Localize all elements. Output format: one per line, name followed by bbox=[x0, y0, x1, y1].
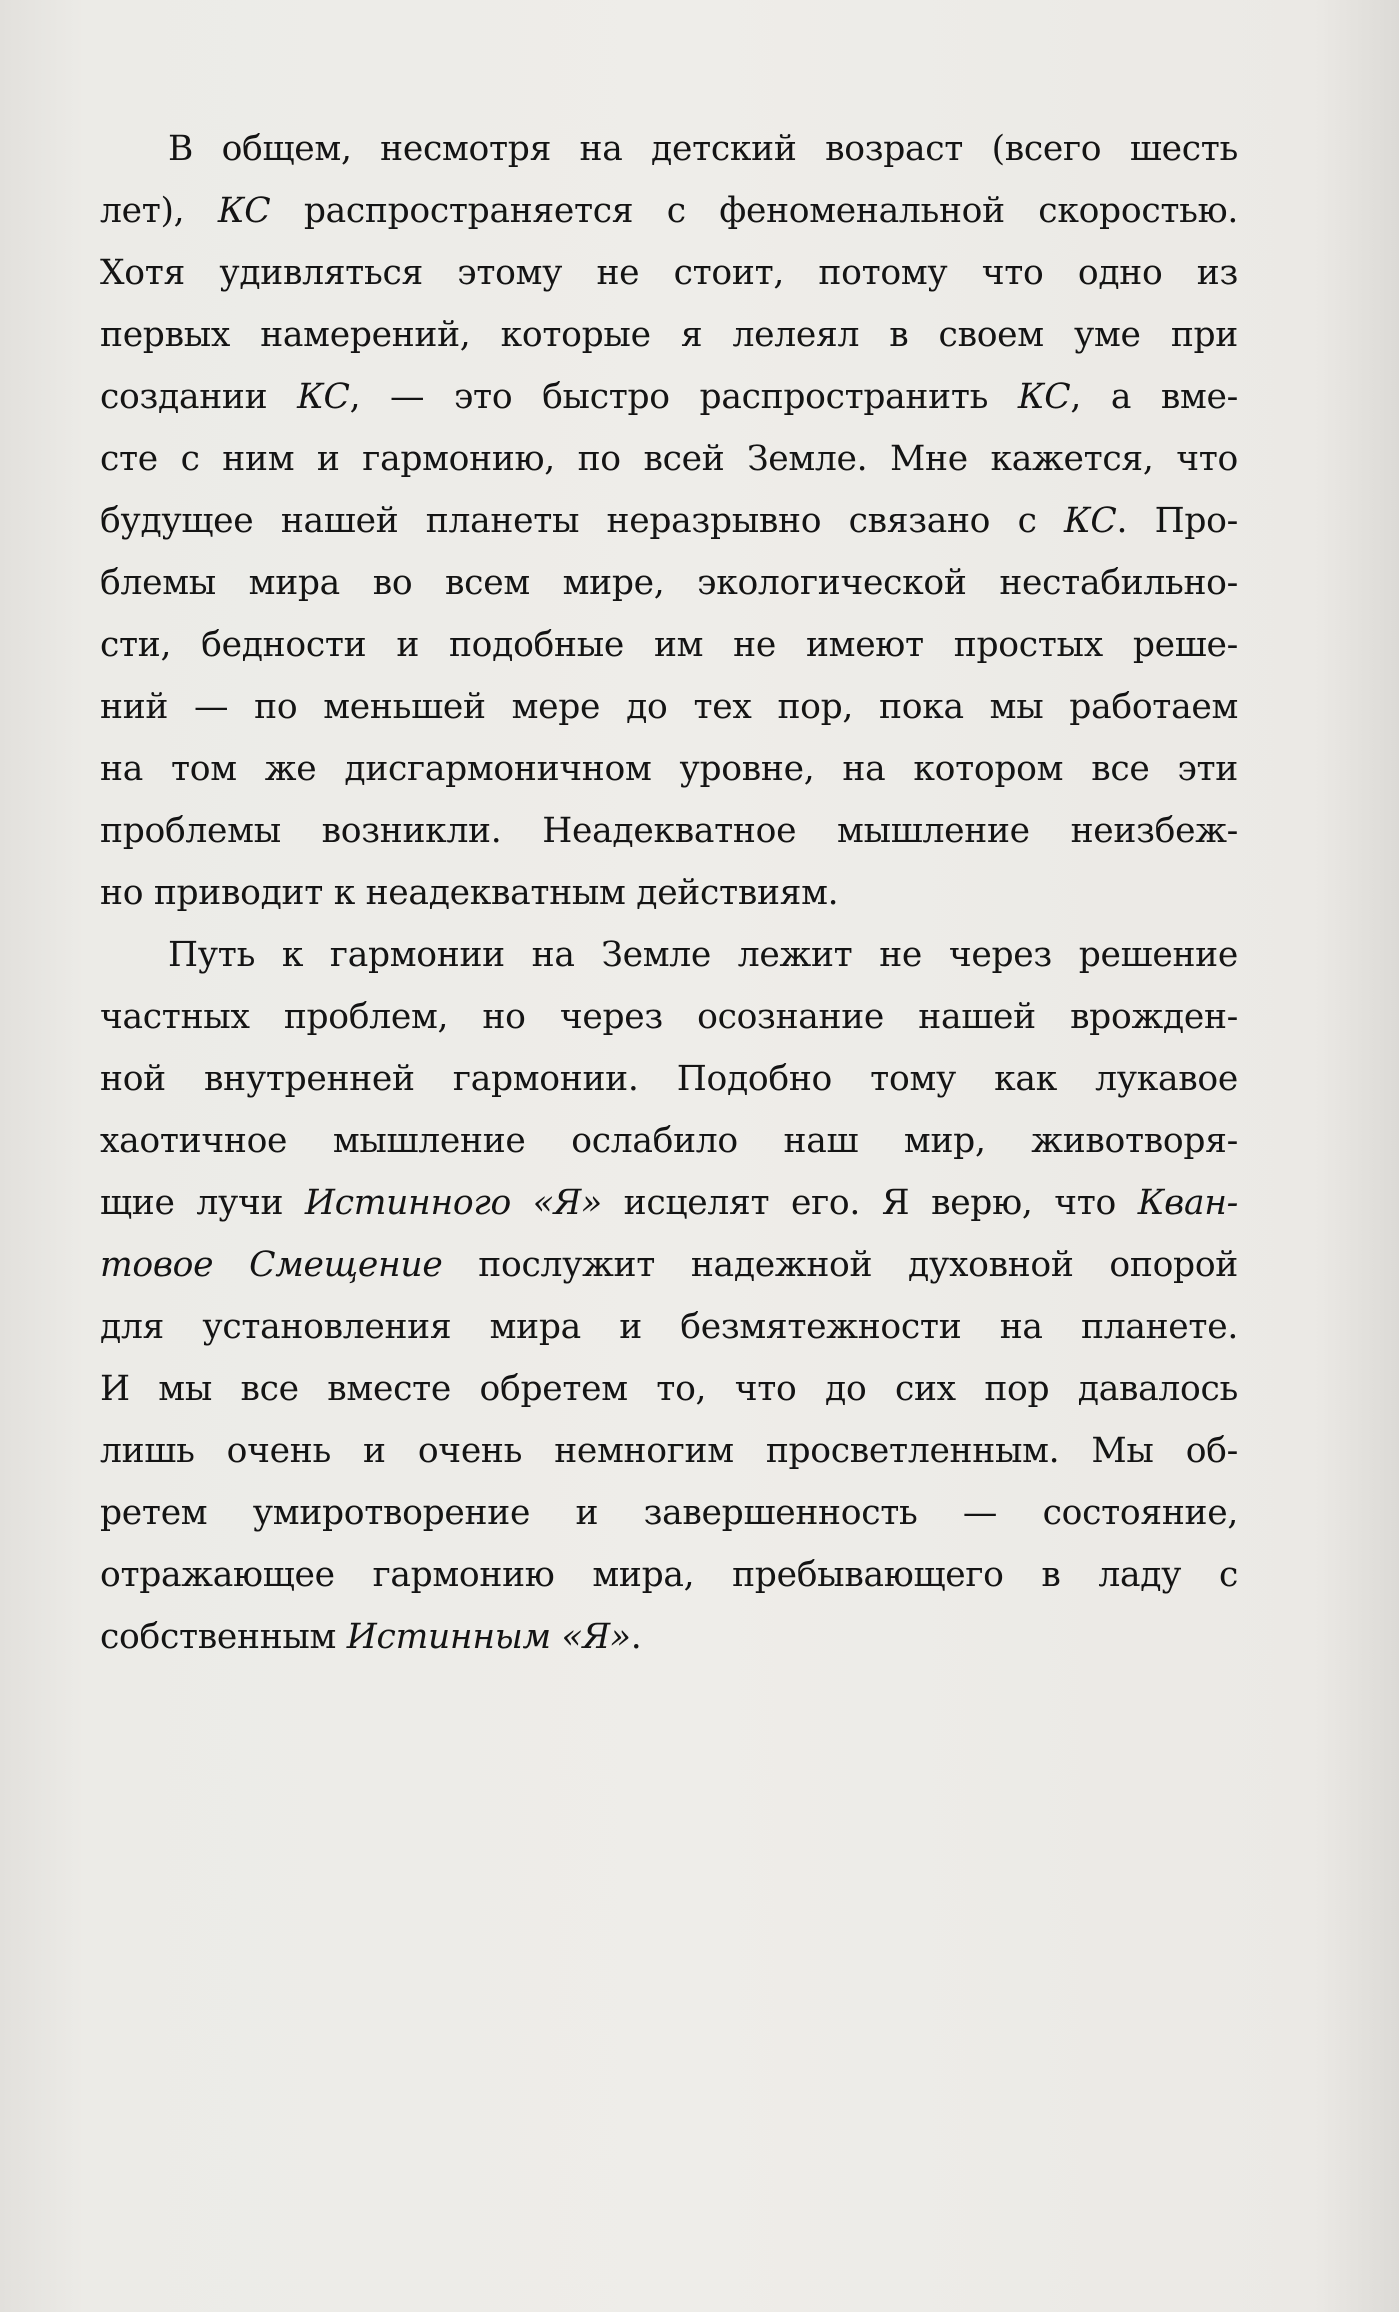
text-line: ний — по меньшей мере до тех пор, пока мы работаем bbox=[100, 687, 1238, 727]
text-line: проблемы возникли. Неадекватное мышление неизбеж- bbox=[100, 811, 1238, 851]
text-line: создании КС, — это быстро распространить КС, а вме- bbox=[100, 377, 1238, 417]
text-line: блемы мира во всем мире, экологической нестабильно- bbox=[100, 563, 1238, 603]
body-text bbox=[100, 118, 1238, 1668]
text-line: сте с ним и гармонию, по всей Земле. Мне кажется, что bbox=[100, 439, 1238, 479]
text-line: для установления мира и безмятежности на планете. bbox=[100, 1307, 1238, 1347]
text-line: И мы все вместе обретем то, что до сих пор давалось bbox=[100, 1369, 1238, 1409]
text-line: сти, бедности и подобные им не имеют простых реше- bbox=[100, 625, 1238, 665]
text-line: отражающее гармонию мира, пребывающего в ладу с bbox=[100, 1555, 1238, 1595]
italic-abbrev: КС bbox=[1017, 377, 1071, 417]
italic-term: Истинного «Я» bbox=[304, 1183, 602, 1223]
italic-term: Кван- bbox=[1137, 1183, 1238, 1223]
text-line: лет), КС распространяется с феноменальной скоростью. bbox=[100, 191, 1239, 231]
paragraph-2 bbox=[100, 924, 1238, 1668]
italic-abbrev: КС bbox=[1064, 501, 1117, 541]
text-line: ной внутренней гармонии. Подобно тому как лукавое bbox=[100, 1059, 1238, 1099]
text-line: щие лучи Истинного «Я» исцелят его. Я верю, что Кван- bbox=[100, 1183, 1238, 1223]
italic-term: товое Смещение bbox=[100, 1245, 443, 1285]
text-line: В общем, несмотря на детский возраст (всего шесть bbox=[168, 129, 1238, 169]
text-line: но приводит к неадекватным действиям. bbox=[100, 873, 839, 913]
text-line: собственным Истинным «Я». bbox=[100, 1617, 642, 1657]
text-line: лишь очень и очень немногим просветленным. Мы об- bbox=[100, 1431, 1238, 1471]
paragraph-1 bbox=[100, 118, 1238, 924]
text-line: на том же дисгармоничном уровне, на котором все эти bbox=[100, 749, 1238, 789]
italic-abbrev: КС bbox=[217, 191, 271, 231]
text-line: ретем умиротворение и завершенность — состояние, bbox=[100, 1493, 1238, 1533]
text-line: частных проблем, но через осознание нашей врожден- bbox=[100, 997, 1238, 1037]
text-line: будущее нашей планеты неразрывно связано с КС. Про- bbox=[100, 501, 1239, 541]
text-line: хаотичное мышление ослабило наш мир, животворя- bbox=[100, 1121, 1238, 1161]
italic-abbrev: КС bbox=[297, 377, 350, 417]
text-line: первых намерений, которые я лелеял в своем уме при bbox=[100, 315, 1238, 355]
text-line: Хотя удивляться этому не стоит, потому что одно из bbox=[100, 253, 1238, 293]
text-line: товое Смещение послужит надежной духовной опорой bbox=[100, 1245, 1239, 1285]
text-line: Путь к гармонии на Земле лежит не через решение bbox=[168, 935, 1238, 975]
italic-term: Истинным «Я» bbox=[346, 1617, 631, 1657]
